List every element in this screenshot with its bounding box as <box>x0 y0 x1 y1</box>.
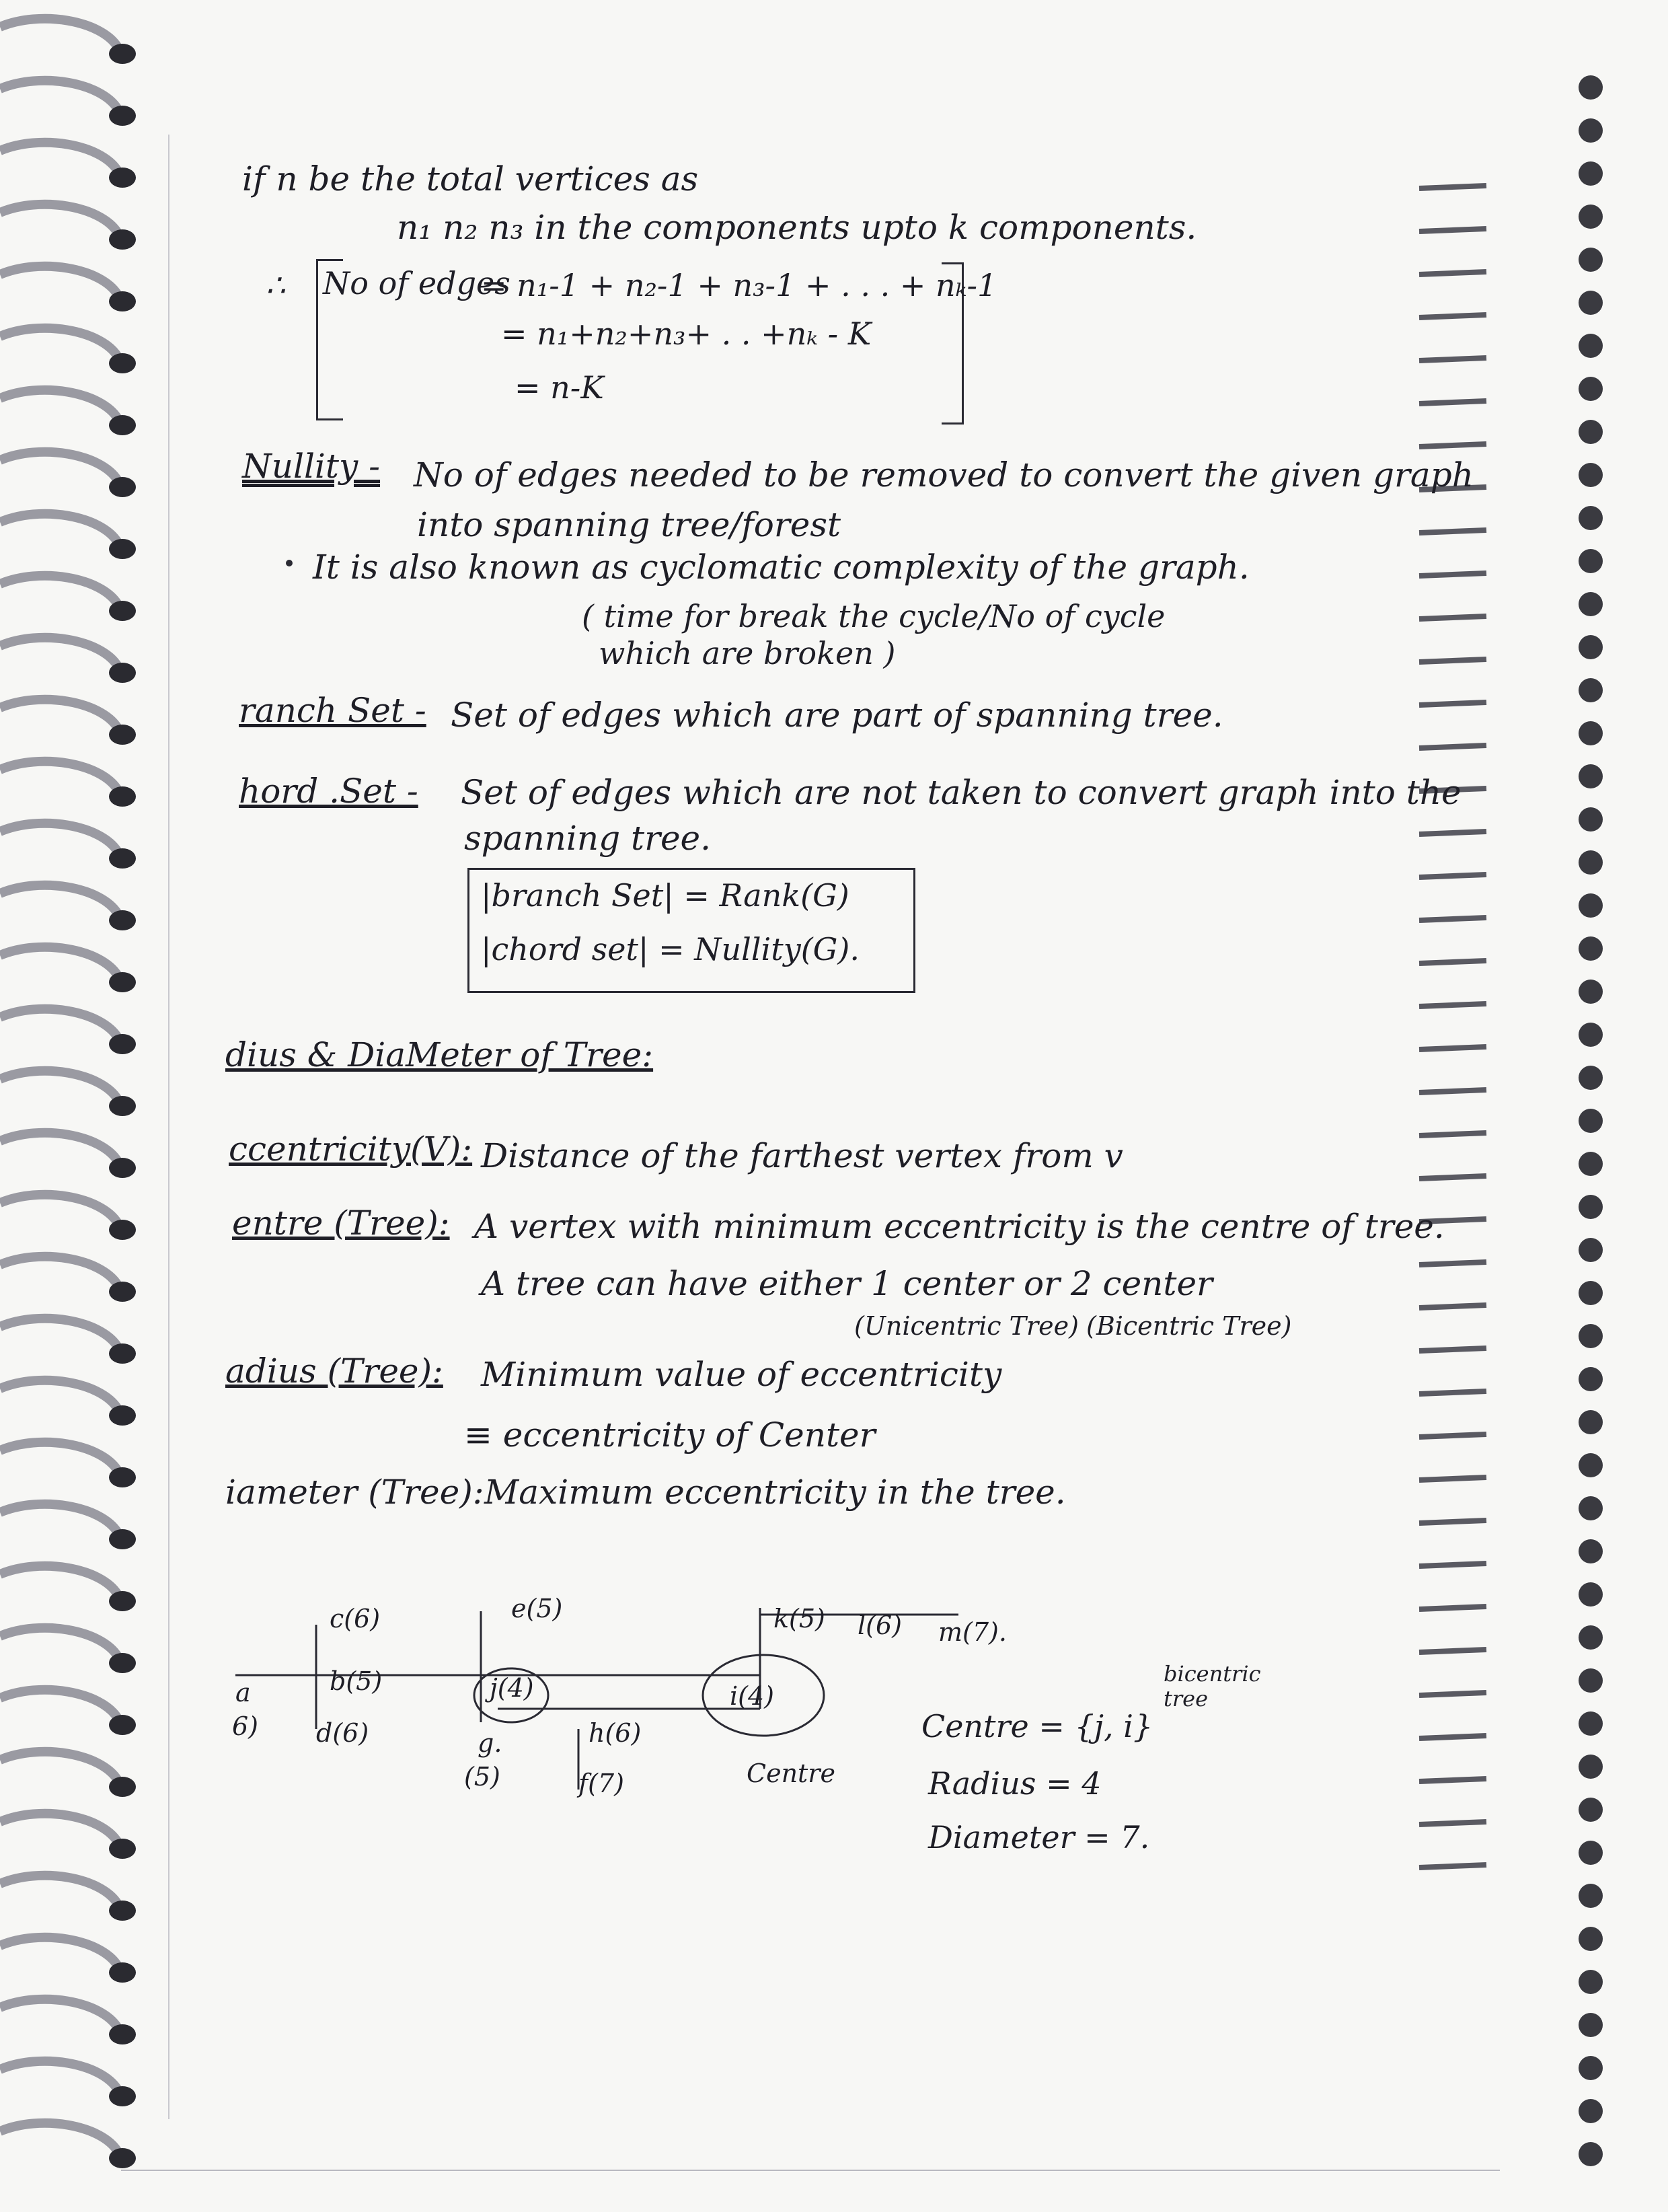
bicentric-note: (Bicentric Tree) <box>1086 1311 1292 1341</box>
branch-set-definition: Set of edges which are part of spanning tree. <box>451 696 1223 735</box>
diameter-label: iameter (Tree): <box>225 1473 484 1512</box>
formula-label: No of edges <box>323 265 510 301</box>
nullity-paren-1: ( time for break the cycle/No of cycle <box>582 598 1166 634</box>
nullity-definition-1: No of edges needed to be removed to convert the given graph <box>414 455 1474 494</box>
centre-result: Centre = {j, i} <box>921 1708 1153 1744</box>
chord-set-heading: hord .Set - <box>239 772 418 811</box>
node-c: c(6) <box>330 1604 381 1633</box>
radius-diameter-heading: dius & DiaMeter of Tree: <box>225 1035 654 1074</box>
chord-set-definition-2: spanning tree. <box>464 819 712 858</box>
nullity-definition-2: into spanning tree/forest <box>417 505 841 544</box>
nullity-heading: Nullity - <box>242 447 381 486</box>
node-b: b(5) <box>330 1666 383 1696</box>
node-g-value: (5) <box>464 1762 500 1792</box>
centre-caption: Centre <box>747 1759 835 1788</box>
eccentricity-definition: Distance of the farthest vertex from v <box>481 1136 1123 1175</box>
node-m: m(7). <box>938 1617 1007 1647</box>
formula-line-1: = n₁-1 + n₂-1 + n₃-1 + . . . + nₖ-1 <box>481 267 997 303</box>
node-k: k(5) <box>773 1604 825 1633</box>
branch-rank-equation: |branch Set| = Rank(G) <box>481 877 849 914</box>
diameter-definition: Maximum eccentricity in the tree. <box>484 1473 1066 1512</box>
radius-result: Radius = 4 <box>928 1765 1102 1802</box>
components-list: n₁ n₂ n₃ in the components upto k components. <box>397 208 1197 247</box>
chord-set-definition-1: Set of edges which are not taken to convert graph into the <box>461 773 1462 812</box>
nullity-bullet: It is also known as cyclomatic complexity of the graph. <box>313 548 1250 587</box>
node-f: f(7) <box>578 1769 624 1798</box>
node-i: i(4) <box>730 1681 774 1711</box>
eccentricity-label: ccentricity(V): <box>229 1130 473 1169</box>
radius-definition-2: ≡ eccentricity of Center <box>464 1415 876 1454</box>
node-l: l(6) <box>858 1611 902 1640</box>
bottom-rule <box>121 2170 1500 2171</box>
components-intro: if n be the total vertices as <box>242 159 699 198</box>
unicentric-note: (Unicentric Tree) <box>854 1311 1079 1341</box>
formula-line-2: = n₁+n₂+n₃+ . . +nₖ - K <box>501 316 872 352</box>
formula-line-3: = n-K <box>515 369 604 406</box>
node-a: a <box>235 1678 251 1707</box>
nullity-paren-2: which are broken ) <box>599 635 896 671</box>
centre-label: entre (Tree): <box>232 1204 450 1243</box>
node-j: j(4) <box>490 1673 534 1703</box>
node-d: d(6) <box>316 1718 369 1748</box>
node-g: g. <box>478 1728 502 1758</box>
radius-label: adius (Tree): <box>225 1352 443 1391</box>
node-h: h(6) <box>589 1718 642 1748</box>
diameter-result: Diameter = 7. <box>928 1819 1150 1855</box>
chord-nullity-equation: |chord set| = Nullity(G). <box>481 931 860 967</box>
radius-definition: Minimum value of eccentricity <box>481 1355 1002 1394</box>
bicentric-tree-note: bicentric tree <box>1164 1661 1261 1711</box>
centre-definition: A vertex with minimum eccentricity is the centre of tree. <box>474 1207 1445 1246</box>
node-a-value: 6) <box>232 1711 259 1741</box>
centre-definition-2: A tree can have either 1 center or 2 center <box>481 1264 1213 1303</box>
branch-set-heading: ranch Set - <box>239 691 426 730</box>
node-e: e(5) <box>511 1594 563 1623</box>
therefore-symbol: ∴ <box>266 267 286 303</box>
